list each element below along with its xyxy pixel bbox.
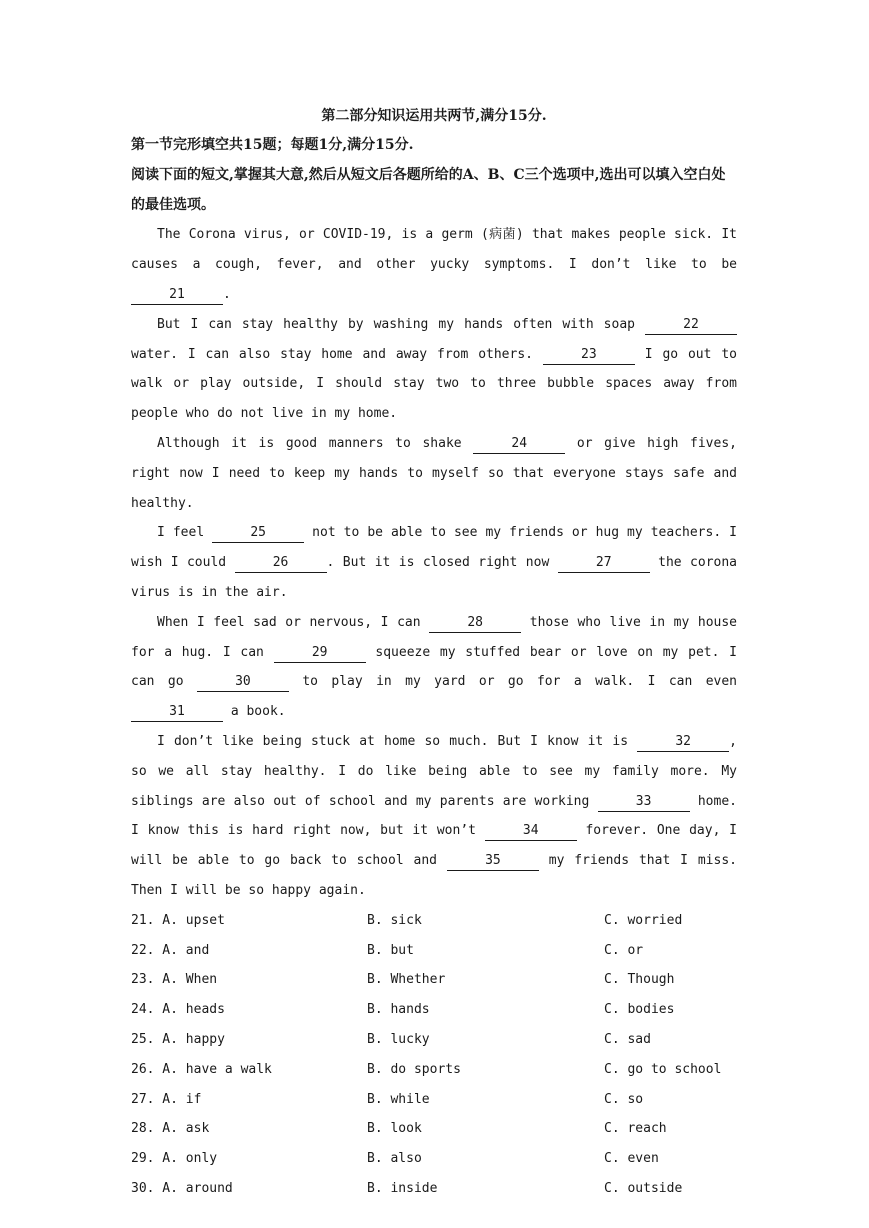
blank-30: 30 xyxy=(197,673,289,692)
passage-text: my friends that I miss. Then I will be so happy again. xyxy=(131,853,737,898)
option-a: 24. A. heads xyxy=(131,1002,225,1018)
section-title: 第二部分知识运用共两节,满分15分. xyxy=(321,108,547,124)
passage-paragraph-1 xyxy=(131,220,737,309)
blank-22: 22 xyxy=(645,316,737,335)
exam-page xyxy=(131,102,737,1204)
option-c: C. outside xyxy=(604,1180,683,1196)
passage-text: When I feel sad or nervous, I can xyxy=(157,614,430,630)
blank-21: 21 xyxy=(131,286,223,305)
blank-35: 35 xyxy=(447,852,539,871)
blank-28: 28 xyxy=(429,614,521,633)
passage-text: But I can stay healthy by washing my hands often with soap xyxy=(157,316,645,332)
passage-text: a book. xyxy=(223,704,286,720)
passage-text: not to be able to see my friends or hug my teachers. I wish I could xyxy=(131,525,737,571)
option-a: 25. A. happy xyxy=(131,1031,225,1047)
passage-text: or give high fives, right now I need to keep my hands to myself so that everyone stays safe and healthy. xyxy=(131,435,737,511)
passage-text: to play in my yard or go for a walk. I can even xyxy=(288,674,737,690)
passage-paragraph-6 xyxy=(131,727,737,906)
passage-text: I feel xyxy=(157,525,213,541)
option-c: C. go to school xyxy=(604,1061,722,1077)
question-row xyxy=(131,965,737,995)
blank-34: 34 xyxy=(485,822,577,841)
blank-33: 33 xyxy=(598,793,690,812)
option-c: C. even xyxy=(604,1151,659,1167)
question-row xyxy=(131,1144,737,1174)
option-b: B. lucky xyxy=(367,1031,430,1047)
question-row xyxy=(131,906,737,936)
option-c: C. sad xyxy=(604,1031,651,1047)
passage-text: Although it is good manners to shake xyxy=(157,435,474,451)
blank-23: 23 xyxy=(543,346,635,365)
passage-text: I go out to walk or play outside, I should stay two to three bubble spaces away from people who do not live in my home. xyxy=(131,346,737,422)
blank-26: 26 xyxy=(235,554,327,573)
question-row xyxy=(131,1114,737,1144)
passage-paragraph-5 xyxy=(131,608,737,727)
passage-text: The Corona virus, or COVID-19, is a germ (病菌) that makes people sick. It causes a cough, fever, and other yucky symptoms. I don’t like to be xyxy=(131,227,737,273)
passage-text: those who live in my house for a hug. I can xyxy=(131,614,738,660)
option-a: 27. A. if xyxy=(131,1091,202,1107)
subsection-title: 第一节完形填空共15题；每题1分,满分15分. xyxy=(131,137,414,153)
question-row xyxy=(131,1085,737,1115)
blank-29: 29 xyxy=(274,644,366,663)
option-b: B. while xyxy=(367,1091,430,1107)
question-row xyxy=(131,1055,737,1085)
option-a: 26. A. have a walk xyxy=(131,1061,272,1077)
passage-text: . xyxy=(223,286,231,302)
option-c: C. or xyxy=(604,942,644,958)
option-c: C. Though xyxy=(604,972,675,988)
option-b: B. look xyxy=(367,1121,422,1137)
option-c: C. so xyxy=(604,1091,644,1107)
option-b: B. also xyxy=(367,1151,422,1167)
option-a: 30. A. around xyxy=(131,1180,233,1196)
blank-24: 24 xyxy=(473,435,565,454)
passage-text: I don’t like being stuck at home so much. But I know it is xyxy=(157,733,638,749)
passage-text: . But it is closed right now xyxy=(326,555,558,571)
question-row xyxy=(131,1025,737,1055)
passage-paragraph-3 xyxy=(131,429,737,518)
option-a: 29. A. only xyxy=(131,1151,218,1167)
option-a: 21. A. upset xyxy=(131,912,225,928)
option-b: B. Whether xyxy=(367,972,446,988)
question-options-list xyxy=(131,906,737,1204)
option-c: C. bodies xyxy=(604,1002,675,1018)
instructions: 阅读下面的短文,掌握其大意,然后从短文后各题所给的A、B、C三个选项中,选出可以填入空白处的最佳选项。 xyxy=(131,166,726,213)
option-a: 28. A. ask xyxy=(131,1121,210,1137)
option-c: C. worried xyxy=(604,912,683,928)
passage-text: forever. One day, I will be able to go back to school and xyxy=(131,823,737,869)
option-b: B. do sports xyxy=(367,1061,461,1077)
passage-text: home. I know this is hard right now, but it won’t xyxy=(131,793,737,839)
question-row xyxy=(131,995,737,1025)
passage-text: , so we all stay healthy. I do like being able to see my family more. My siblings are also out of school and my parents are working xyxy=(131,733,737,809)
blank-27: 27 xyxy=(558,554,650,573)
blank-31: 31 xyxy=(131,703,223,722)
option-a: 23. A. When xyxy=(131,972,218,988)
passage-text: squeeze my stuffed bear or love on my pet. I can go xyxy=(131,644,737,690)
option-b: B. hands xyxy=(367,1002,430,1018)
question-row xyxy=(131,1174,737,1204)
question-row xyxy=(131,936,737,966)
passage-paragraph-4 xyxy=(131,518,737,607)
option-b: B. but xyxy=(367,942,414,958)
passage-text: the corona virus is in the air. xyxy=(131,555,738,600)
blank-25: 25 xyxy=(212,524,304,543)
option-b: B. sick xyxy=(367,912,422,928)
passage-text: water. I can also stay home and away from others. xyxy=(131,346,543,362)
passage-paragraph-2 xyxy=(131,310,737,429)
option-c: C. reach xyxy=(604,1121,667,1137)
option-a: 22. A. and xyxy=(131,942,210,958)
option-b: B. inside xyxy=(367,1180,438,1196)
blank-32: 32 xyxy=(637,733,729,752)
